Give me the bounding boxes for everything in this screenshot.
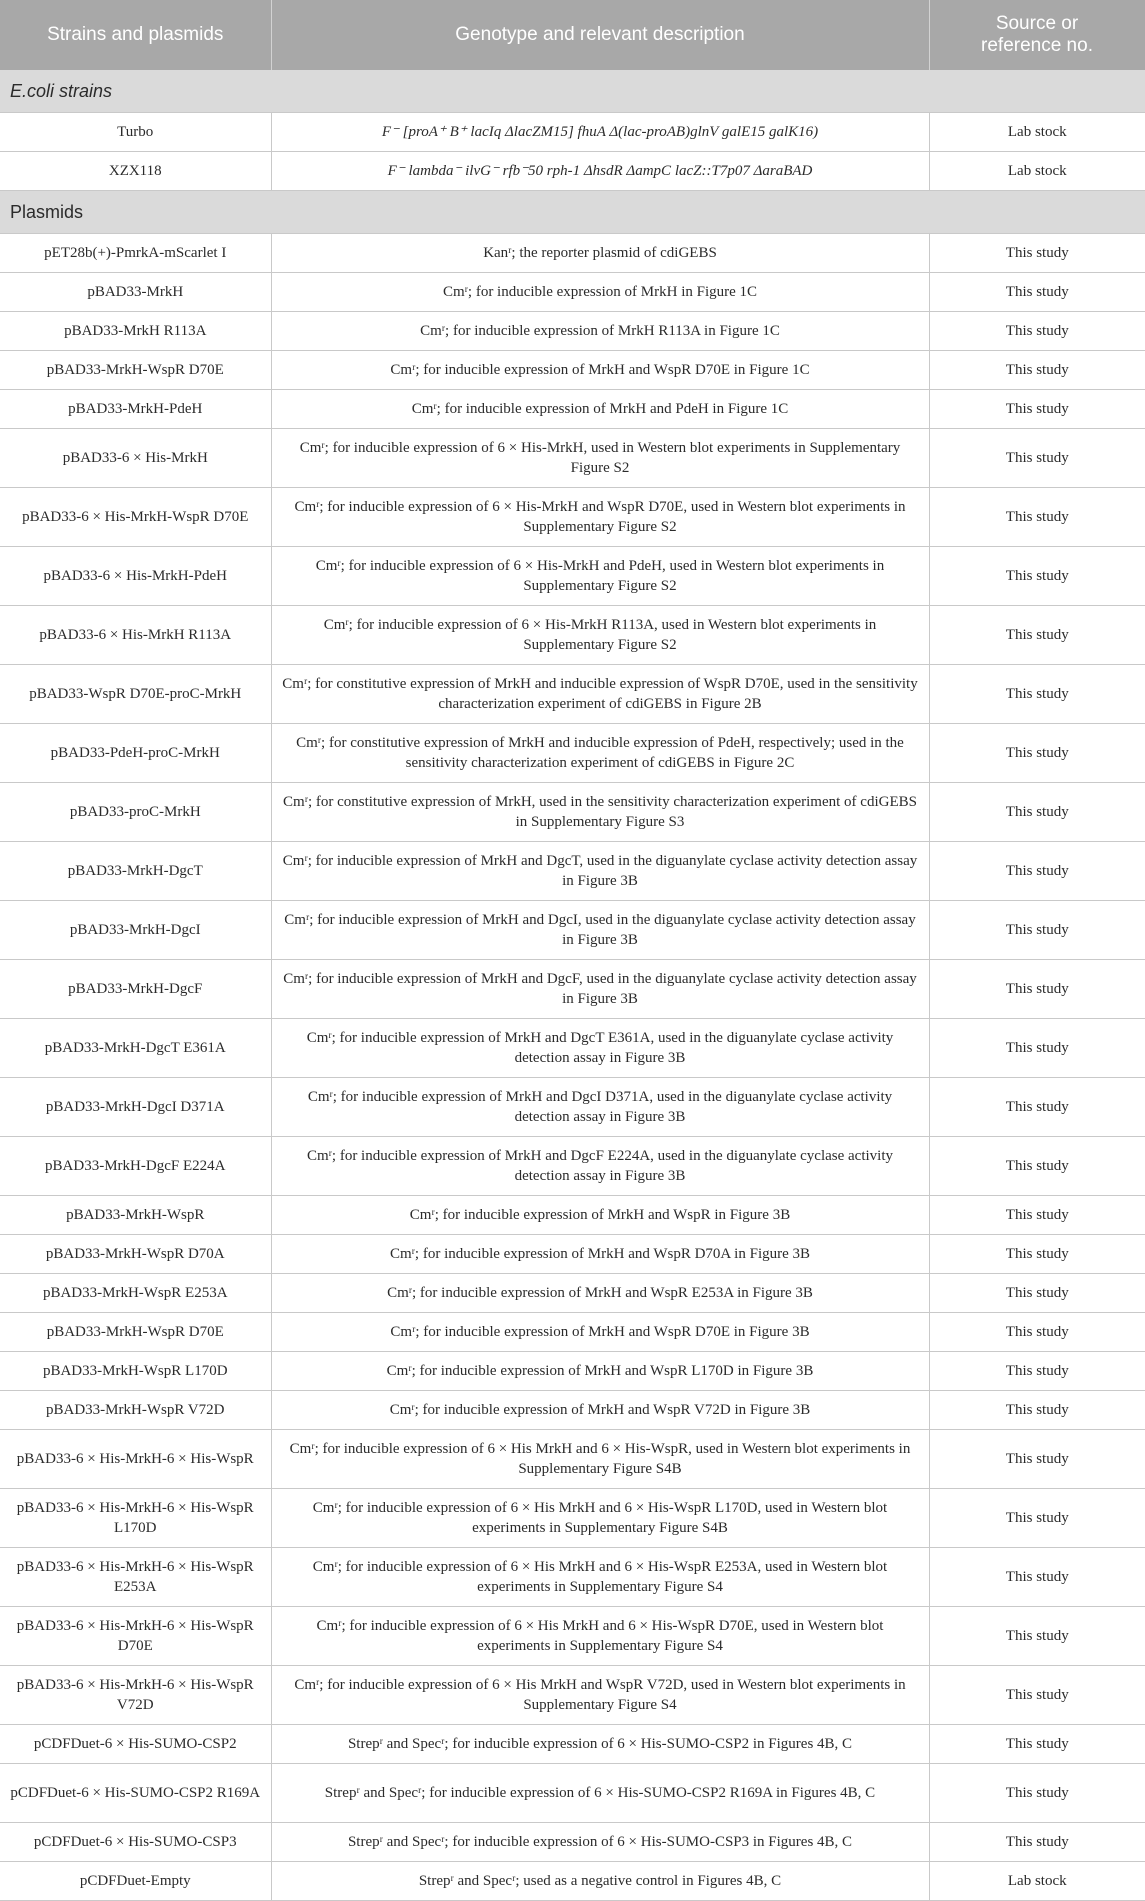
plasmid-name: pBAD33-MrkH xyxy=(0,273,271,312)
plasmid-name: pCDFDuet-6 × His-SUMO-CSP2 xyxy=(0,1725,271,1764)
plasmid-source: This study xyxy=(929,488,1145,547)
plasmid-source: This study xyxy=(929,1823,1145,1862)
plasmid-name: pBAD33-6 × His-MrkH xyxy=(0,429,271,488)
plasmid-name: pCDFDuet-6 × His-SUMO-CSP2 R169A xyxy=(0,1764,271,1823)
plasmid-name: pBAD33-6 × His-MrkH-6 × His-WspR D70E xyxy=(0,1607,271,1666)
header-source-line2: reference no. xyxy=(981,35,1093,56)
table-row xyxy=(0,1313,1145,1352)
plasmid-description: Cmʳ; for inducible expression of 6 × His-MrkH and WspR D70E, used in Western blot experiments in Supplementary Figure S2 xyxy=(271,488,929,547)
strain-source: Lab stock xyxy=(929,113,1145,152)
plasmid-name: pBAD33-WspR D70E-proC-MrkH xyxy=(0,665,271,724)
header-genotype: Genotype and relevant description xyxy=(271,0,929,70)
table-row xyxy=(0,1725,1145,1764)
plasmid-description: Cmʳ; for inducible expression of MrkH and DgcI D371A, used in the diguanylate cyclase activity detection assay in Figure 3B xyxy=(271,1078,929,1137)
plasmid-source: This study xyxy=(929,1548,1145,1607)
plasmid-description: Strepʳ and Specʳ; used as a negative control in Figures 4B, C xyxy=(271,1862,929,1901)
strain-name: Turbo xyxy=(0,113,271,152)
plasmid-description: Strepʳ and Specʳ; for inducible expression of 6 × His-SUMO-CSP3 in Figures 4B, C xyxy=(271,1823,929,1862)
plasmid-source: This study xyxy=(929,547,1145,606)
plasmid-description: Cmʳ; for constitutive expression of MrkH and inducible expression of WspR D70E, used in the sensitivity characterization experiment of cdiGEBS in Figure 2B xyxy=(271,665,929,724)
table-header-row xyxy=(0,0,1145,70)
plasmid-name: pET28b(+)-PmrkA-mScarlet I xyxy=(0,234,271,273)
plasmid-description: Cmʳ; for inducible expression of 6 × His MrkH and 6 × His-WspR L170D, used in Western blot experiments in Supplementary Figure S4B xyxy=(271,1489,929,1548)
plasmid-description: Cmʳ; for constitutive expression of MrkH and inducible expression of PdeH, respectively; used in the sensitivity characterization experiment of cdiGEBS in Figure 2C xyxy=(271,724,929,783)
table-row xyxy=(0,1548,1145,1607)
table-row xyxy=(0,488,1145,547)
plasmid-name: pBAD33-6 × His-MrkH-6 × His-WspR V72D xyxy=(0,1666,271,1725)
plasmid-source: This study xyxy=(929,901,1145,960)
plasmid-source: This study xyxy=(929,960,1145,1019)
plasmid-name: pBAD33-MrkH-WspR D70A xyxy=(0,1235,271,1274)
plasmid-name: pBAD33-MrkH-DgcT xyxy=(0,842,271,901)
plasmid-description: Cmʳ; for inducible expression of MrkH and WspR V72D in Figure 3B xyxy=(271,1391,929,1430)
plasmid-name: pBAD33-MrkH-DgcT E361A xyxy=(0,1019,271,1078)
table-row xyxy=(0,273,1145,312)
plasmid-description: Cmʳ; for inducible expression of MrkH R113A in Figure 1C xyxy=(271,312,929,351)
plasmid-source: This study xyxy=(929,390,1145,429)
plasmid-source: This study xyxy=(929,1352,1145,1391)
plasmid-name: pBAD33-MrkH-DgcI D371A xyxy=(0,1078,271,1137)
plasmid-name: pBAD33-proC-MrkH xyxy=(0,783,271,842)
table-row xyxy=(0,1391,1145,1430)
section-row-plasmids xyxy=(0,191,1145,234)
plasmid-name: pBAD33-MrkH-WspR E253A xyxy=(0,1274,271,1313)
plasmid-name: pBAD33-6 × His-MrkH-6 × His-WspR xyxy=(0,1430,271,1489)
plasmid-source: This study xyxy=(929,1489,1145,1548)
plasmid-name: pBAD33-MrkH-WspR V72D xyxy=(0,1391,271,1430)
table-row xyxy=(0,390,1145,429)
plasmid-source: This study xyxy=(929,665,1145,724)
plasmid-description: Cmʳ; for inducible expression of 6 × His MrkH and 6 × His-WspR, used in Western blot experiments in Supplementary Figure S4B xyxy=(271,1430,929,1489)
plasmid-name: pBAD33-6 × His-MrkH-PdeH xyxy=(0,547,271,606)
plasmid-source: This study xyxy=(929,1391,1145,1430)
plasmid-description: Kanʳ; the reporter plasmid of cdiGEBS xyxy=(271,234,929,273)
plasmid-description: Cmʳ; for constitutive expression of MrkH, used in the sensitivity characterization experiment of cdiGEBS in Supplementary Figure S3 xyxy=(271,783,929,842)
plasmid-name: pBAD33-6 × His-MrkH-WspR D70E xyxy=(0,488,271,547)
strain-name: XZX118 xyxy=(0,152,271,191)
table-row xyxy=(0,1078,1145,1137)
plasmid-source: This study xyxy=(929,273,1145,312)
plasmid-name: pCDFDuet-6 × His-SUMO-CSP3 xyxy=(0,1823,271,1862)
plasmid-name: pBAD33-6 × His-MrkH-6 × His-WspR L170D xyxy=(0,1489,271,1548)
plasmid-description: Cmʳ; for inducible expression of MrkH and DgcT E361A, used in the diguanylate cyclase activity detection assay in Figure 3B xyxy=(271,1019,929,1078)
plasmid-description: Cmʳ; for inducible expression of MrkH and WspR in Figure 3B xyxy=(271,1196,929,1235)
plasmid-description: Strepʳ and Specʳ; for inducible expression of 6 × His-SUMO-CSP2 in Figures 4B, C xyxy=(271,1725,929,1764)
plasmid-description: Cmʳ; for inducible expression of MrkH and DgcF, used in the diguanylate cyclase activity detection assay in Figure 3B xyxy=(271,960,929,1019)
plasmid-name: pBAD33-MrkH-DgcF E224A xyxy=(0,1137,271,1196)
plasmid-description: Cmʳ; for inducible expression of MrkH and DgcT, used in the diguanylate cyclase activity detection assay in Figure 3B xyxy=(271,842,929,901)
strain-genotype: F⁻ [proA⁺ B⁺ lacIq ΔlacZM15] fhuA Δ(lac-proAB)glnV galE15 galK16) xyxy=(271,113,929,152)
plasmid-description: Cmʳ; for inducible expression of MrkH and WspR D70A in Figure 3B xyxy=(271,1235,929,1274)
plasmid-source: This study xyxy=(929,1078,1145,1137)
plasmid-description: Cmʳ; for inducible expression of MrkH and WspR E253A in Figure 3B xyxy=(271,1274,929,1313)
table-row xyxy=(0,1607,1145,1666)
table-row xyxy=(0,1235,1145,1274)
plasmid-source: This study xyxy=(929,429,1145,488)
table-row xyxy=(0,842,1145,901)
table-row xyxy=(0,152,1145,191)
plasmid-source: This study xyxy=(929,1764,1145,1823)
plasmid-description: Cmʳ; for inducible expression of 6 × His MrkH and 6 × His-WspR D70E, used in Western blot experiments in Supplementary Figure S4 xyxy=(271,1607,929,1666)
table-row xyxy=(0,429,1145,488)
header-source-line1: Source or xyxy=(995,13,1079,34)
plasmid-source: This study xyxy=(929,312,1145,351)
plasmid-description: Cmʳ; for inducible expression of 6 × His MrkH and 6 × His-WspR E253A, used in Western blot experiments in Supplementary Figure S4 xyxy=(271,1548,929,1607)
table-row xyxy=(0,901,1145,960)
plasmid-description: Cmʳ; for inducible expression of 6 × His-MrkH and PdeH, used in Western blot experiments in Supplementary Figure S2 xyxy=(271,547,929,606)
plasmid-name: pBAD33-MrkH-WspR D70E xyxy=(0,351,271,390)
plasmid-source: This study xyxy=(929,1607,1145,1666)
plasmid-source: This study xyxy=(929,1235,1145,1274)
header-source xyxy=(929,0,1145,70)
plasmid-source: This study xyxy=(929,606,1145,665)
plasmid-name: pBAD33-MrkH R113A xyxy=(0,312,271,351)
plasmid-source: This study xyxy=(929,1313,1145,1352)
section-row-ecoli xyxy=(0,70,1145,113)
table-row xyxy=(0,1489,1145,1548)
plasmid-rows xyxy=(0,234,1145,1901)
plasmid-source: Lab stock xyxy=(929,1862,1145,1901)
plasmid-description: Cmʳ; for inducible expression of 6 × His-MrkH R113A, used in Western blot experiments in Supplementary Figure S2 xyxy=(271,606,929,665)
table-row xyxy=(0,234,1145,273)
plasmid-name: pBAD33-PdeH-proC-MrkH xyxy=(0,724,271,783)
table-row xyxy=(0,1196,1145,1235)
plasmid-source: This study xyxy=(929,1666,1145,1725)
plasmid-description: Cmʳ; for inducible expression of 6 × His MrkH and WspR V72D, used in Western blot experiments in Supplementary Figure S4 xyxy=(271,1666,929,1725)
table-row xyxy=(0,1274,1145,1313)
plasmid-source: This study xyxy=(929,724,1145,783)
plasmid-name: pCDFDuet-Empty xyxy=(0,1862,271,1901)
table-row xyxy=(0,1430,1145,1489)
table-row xyxy=(0,1137,1145,1196)
table-row xyxy=(0,1019,1145,1078)
plasmid-source: This study xyxy=(929,1725,1145,1764)
plasmid-description: Cmʳ; for inducible expression of MrkH and PdeH in Figure 1C xyxy=(271,390,929,429)
plasmid-description: Cmʳ; for inducible expression of MrkH and DgcF E224A, used in the diguanylate cyclase activity detection assay in Figure 3B xyxy=(271,1137,929,1196)
table-row xyxy=(0,1352,1145,1391)
plasmid-source: This study xyxy=(929,1274,1145,1313)
table-row xyxy=(0,1764,1145,1823)
table-row xyxy=(0,351,1145,390)
header-strains-plasmids: Strains and plasmids xyxy=(0,0,271,70)
plasmid-description: Cmʳ; for inducible expression of MrkH in Figure 1C xyxy=(271,273,929,312)
plasmid-name: pBAD33-MrkH-DgcF xyxy=(0,960,271,1019)
plasmid-description: Cmʳ; for inducible expression of MrkH and WspR L170D in Figure 3B xyxy=(271,1352,929,1391)
plasmid-description: Cmʳ; for inducible expression of MrkH and DgcI, used in the diguanylate cyclase activity detection assay in Figure 3B xyxy=(271,901,929,960)
plasmid-name: pBAD33-6 × His-MrkH R113A xyxy=(0,606,271,665)
plasmid-source: This study xyxy=(929,783,1145,842)
plasmid-source: This study xyxy=(929,842,1145,901)
plasmid-source: This study xyxy=(929,1196,1145,1235)
plasmid-source: This study xyxy=(929,234,1145,273)
plasmid-description: Cmʳ; for inducible expression of 6 × His-MrkH, used in Western blot experiments in Supplementary Figure S2 xyxy=(271,429,929,488)
plasmid-name: pBAD33-MrkH-PdeH xyxy=(0,390,271,429)
table-row xyxy=(0,606,1145,665)
plasmid-source: This study xyxy=(929,1019,1145,1078)
section-label-ecoli: E.coli strains xyxy=(10,81,113,101)
table-row xyxy=(0,665,1145,724)
table-row xyxy=(0,312,1145,351)
plasmid-name: pBAD33-MrkH-WspR L170D xyxy=(0,1352,271,1391)
plasmid-description: Cmʳ; for inducible expression of MrkH and WspR D70E in Figure 3B xyxy=(271,1313,929,1352)
plasmid-source: This study xyxy=(929,1430,1145,1489)
plasmid-description: Strepʳ and Specʳ; for inducible expression of 6 × His-SUMO-CSP2 R169A in Figures 4B, C xyxy=(271,1764,929,1823)
plasmid-name: pBAD33-MrkH-DgcI xyxy=(0,901,271,960)
table-row xyxy=(0,1666,1145,1725)
table-row xyxy=(0,547,1145,606)
table-row xyxy=(0,960,1145,1019)
plasmid-description: Cmʳ; for inducible expression of MrkH and WspR D70E in Figure 1C xyxy=(271,351,929,390)
table-row xyxy=(0,1862,1145,1901)
strain-genotype: F⁻ lambda⁻ ilvG⁻ rfb⁻50 rph-1 ΔhsdR ΔampC lacZ::T7p07 ΔaraBAD xyxy=(271,152,929,191)
plasmid-name: pBAD33-MrkH-WspR D70E xyxy=(0,1313,271,1352)
table-row xyxy=(0,113,1145,152)
section-title-plasmids: Plasmids xyxy=(0,191,1145,234)
plasmid-source: This study xyxy=(929,351,1145,390)
plasmid-source: This study xyxy=(929,1137,1145,1196)
table-row xyxy=(0,783,1145,842)
table-row xyxy=(0,1823,1145,1862)
section-title-ecoli xyxy=(0,70,1145,113)
plasmid-name: pBAD33-6 × His-MrkH-6 × His-WspR E253A xyxy=(0,1548,271,1607)
strain-source: Lab stock xyxy=(929,152,1145,191)
plasmid-name: pBAD33-MrkH-WspR xyxy=(0,1196,271,1235)
table-row xyxy=(0,724,1145,783)
